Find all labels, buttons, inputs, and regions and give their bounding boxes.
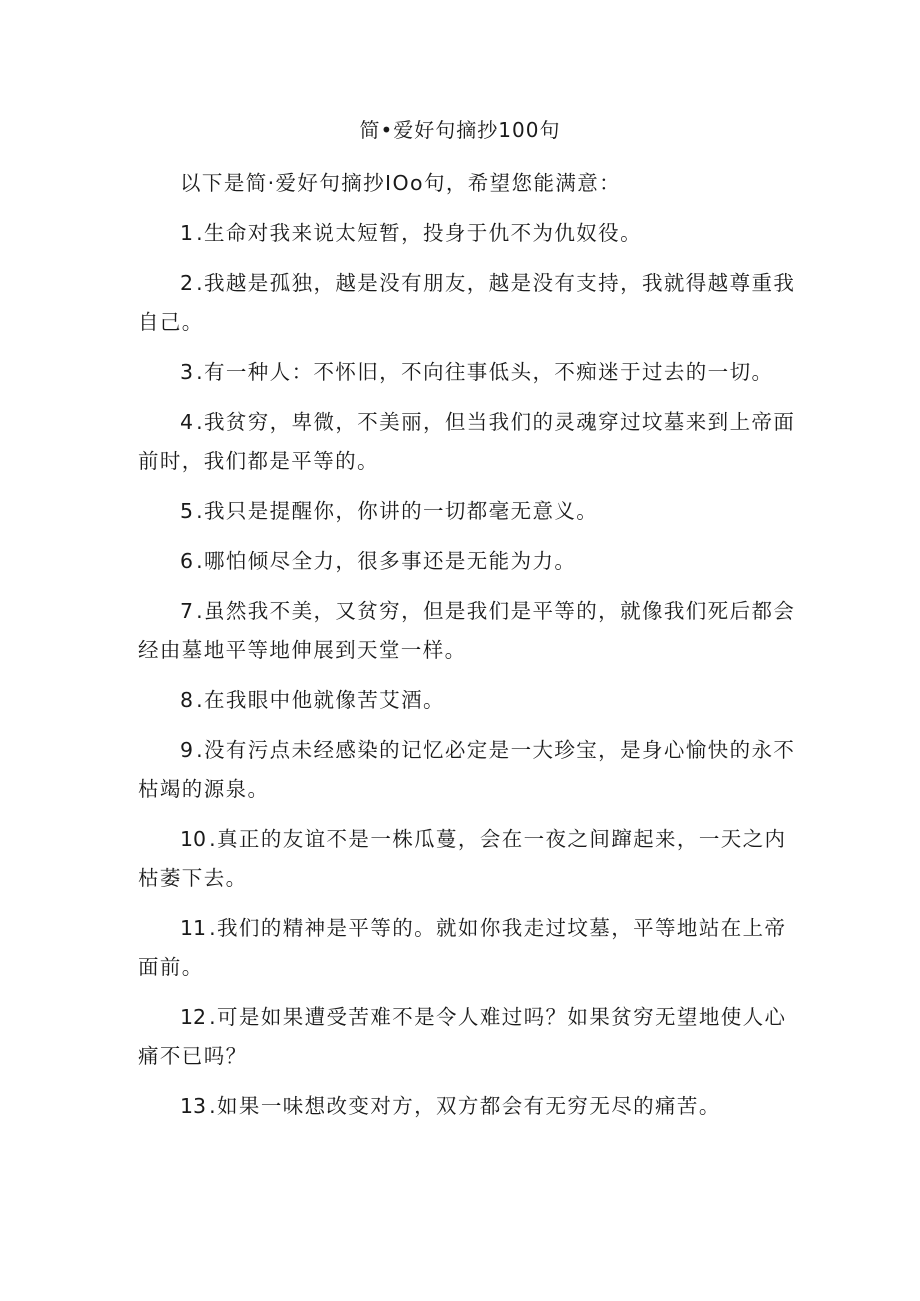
quote-item <box>138 1087 798 1126</box>
quote-number: 13 <box>180 1094 207 1118</box>
quote-item <box>138 492 798 531</box>
quote-text: .我贫穷，卑微，不美丽，但当我们的灵魂穿过坟墓来到上帝面前时，我们都是平等的。 <box>138 410 796 473</box>
quote-text: .哪怕倾尽全力，很多事还是无能为力。 <box>196 549 577 573</box>
quote-number: 7 <box>180 599 194 623</box>
quote-item <box>138 264 798 342</box>
quote-number: 12 <box>180 1005 207 1029</box>
document-body <box>138 164 798 1137</box>
quote-number: 9 <box>180 738 194 762</box>
quote-item <box>138 820 798 898</box>
quote-number: 3 <box>180 360 194 384</box>
quote-number: 8 <box>180 688 194 712</box>
quote-item <box>138 731 798 809</box>
quote-text: .我们的精神是平等的。就如你我走过坟墓，平等地站在上帝面前。 <box>138 916 787 979</box>
quote-text: .没有污点未经感染的记忆必定是一大珍宝，是身心愉快的永不枯竭的源泉。 <box>138 738 796 801</box>
quote-text: .可是如果遭受苦难不是令人难过吗？如果贫穷无望地使人心痛不已吗？ <box>138 1005 787 1068</box>
quote-text: .生命对我来说太短暂，投身于仇不为仇奴役。 <box>196 221 642 245</box>
quote-item <box>138 403 798 481</box>
quote-item <box>138 909 798 987</box>
quote-text: .我越是孤独，越是没有朋友，越是没有支持，我就得越尊重我自己。 <box>138 271 796 334</box>
quote-number: 5 <box>180 499 194 523</box>
quote-text: .有一种人：不怀旧，不向往事低头，不痴迷于过去的一切。 <box>196 360 774 384</box>
quote-text: .虽然我不美，又贫穷，但是我们是平等的，就像我们死后都会经由墓地平等地伸展到天堂一样。 <box>138 599 796 662</box>
quote-item <box>138 353 798 392</box>
quote-item <box>138 998 798 1076</box>
quote-text: .我只是提醒你，你讲的一切都毫无意义。 <box>196 499 599 523</box>
quote-number: 2 <box>180 271 194 295</box>
quote-item <box>138 214 798 253</box>
quote-text: .如果一味想改变对方，双方都会有无穷无尽的痛苦。 <box>209 1094 721 1118</box>
quote-item <box>138 681 798 720</box>
quote-number: 6 <box>180 549 194 573</box>
quote-number: 4 <box>180 410 194 434</box>
document-title: 简•爱好句摘抄100句 <box>359 118 561 142</box>
quote-text: .在我眼中他就像苦艾酒。 <box>196 688 445 712</box>
intro-paragraph: 以下是简·爱好句摘抄IOo句，希望您能满意： <box>180 171 622 195</box>
quote-number: 10 <box>180 827 207 851</box>
quote-number: 11 <box>180 916 207 940</box>
quote-item <box>138 542 798 581</box>
quote-number: 1 <box>180 221 194 245</box>
quote-item <box>138 592 798 670</box>
quote-text: .真正的友谊不是一株瓜蔓，会在一夜之间蹿起来，一天之内枯萎下去。 <box>138 827 787 890</box>
